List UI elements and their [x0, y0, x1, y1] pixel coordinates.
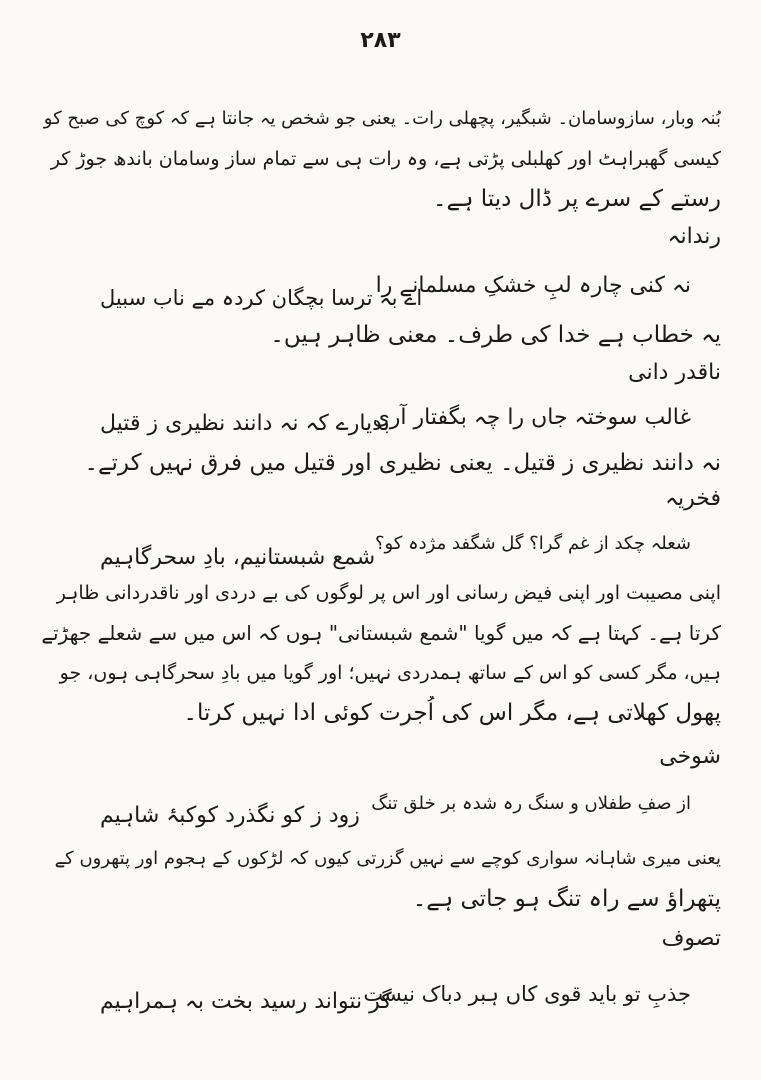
section-heading: ناقدر دانی [628, 360, 721, 385]
verse-hemistich-left: بدیارے کہ نہ دانند نظیری ز قتیل [100, 411, 390, 436]
paragraph-line: کیسی گھبراہٹ اور کھلبلی پڑتی ہے، وہ رات ہی سے تمام ساز وسامان باندھ جوڑ کر [50, 148, 721, 170]
paragraph-line: اپنی مصیبت اور اپنی فیض رسانی اور اس پر لوگوں کی بے دردی اور ناقدردانی ظاہر [56, 582, 721, 604]
verse-hemistich-right: غالب سوختہ جاں را چہ بگفتار آری [372, 405, 691, 430]
paragraph-line: پتھراؤ سے راہ تنگ ہو جاتی ہے۔ [412, 886, 721, 912]
paragraph-line: کرتا ہے۔ کہتا ہے کہ میں گویا "شمع شبستانی" ہوں کہ اس میں سے شعلے جھڑتے [41, 621, 721, 645]
paragraph-line: یعنی میری شاہانہ سواری کوچے سے نہیں گزرتی کیوں کہ لڑکوں کے ہجوم اور پتھروں کے [54, 848, 721, 869]
section-heading: شوخی [659, 744, 721, 769]
section-heading: رندانہ [667, 224, 721, 249]
verse-hemistich-left: گر نتواند رسید بخت بہ ہمراہیم [100, 989, 392, 1014]
paragraph-line: نہ دانند نظیری ز قتیل۔ یعنی نظیری اور قتیل میں فرق نہیں کرتے۔ [84, 450, 721, 476]
verse-hemistich-right: نہ کنی چارہ لبِ خشکِ مسلمانے را [375, 273, 691, 298]
verse-hemistich-left: شمع شبستانیم، بادِ سحرگاہیم [100, 545, 376, 570]
paragraph-line: پھول کھلاتی ہے، مگر اس کی اُجرت کوئی ادا نہیں کرتا۔ [183, 700, 721, 726]
verse-hemistich-right: از صفِ طفلاں و سنگ رہ شدہ بر خلق تنگ [371, 793, 691, 814]
section-heading: تصوف [661, 926, 721, 951]
verse-hemistich-left: زود ز کو نگذرد کوکبۂ شاہیم [100, 803, 360, 828]
page-number: ۲۸۳ [360, 28, 401, 53]
section-heading: فخریہ [665, 486, 721, 511]
paragraph-line: یہ خطاب ہے خدا کی طرف۔ معنی ظاہر ہیں۔ [270, 322, 721, 348]
paragraph-line: بُنہ وبار، سازوسامان۔ شبگیر، پچھلی رات۔ یعنی جو شخص یہ جانتا ہے کہ کوچ کی صبح کو [43, 108, 721, 129]
paragraph-line: رستے کے سرے پر ڈال دیتا ہے۔ [433, 186, 721, 212]
verse-hemistich-right: جذبِ تو باید قوی کاں ہبر دباک نیست [363, 982, 691, 1006]
verse-hemistich-left: اے بہ ترسا بچگان کردہ مے ناب سبیل [100, 286, 423, 310]
verse-hemistich-right: شعلہ چکد از غم گرا؟ گل شگفد مژدہ کو؟ [374, 533, 691, 554]
paragraph-line: ہیں، مگر کسی کو اس کے ساتھ ہمدردی نہیں؛ اور گویا میں بادِ سحرگاہی ہوں، جو [59, 662, 721, 684]
